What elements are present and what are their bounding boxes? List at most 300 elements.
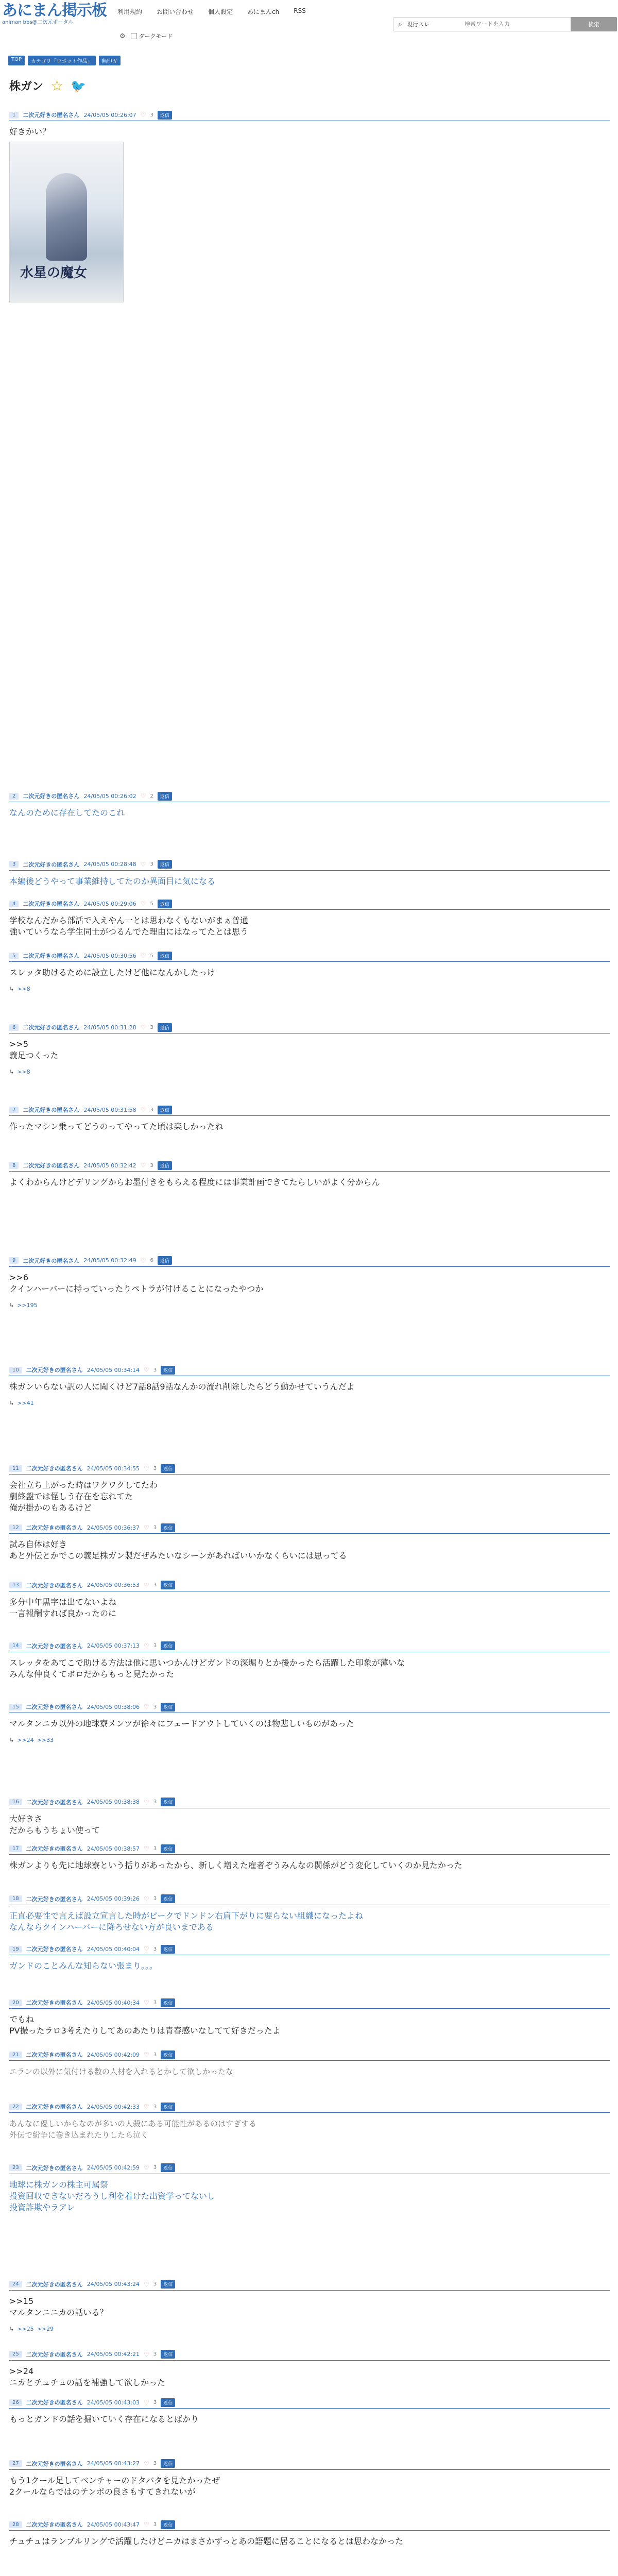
site-logo[interactable]: [2, 3, 107, 26]
poster-name: 二次元好きの匿名さん: [26, 2351, 83, 2358]
post-item: [9, 1701, 610, 1743]
post-body: 正直必要性で言えば設立宣言した時がピークでドンドン右肩下がりに要らない組織になったよね なんならクインハーバーに降ろせない方が良いまである: [9, 1910, 364, 1932]
like-count: 3: [150, 112, 153, 118]
post-item: [9, 109, 610, 302]
post-date: 24/05/05 00:42:09: [87, 2051, 140, 2058]
heart-icon[interactable]: ♡: [144, 2460, 149, 2467]
post-item: [9, 859, 610, 887]
logo-subtitle: animan bbs@二次元ポータル: [2, 20, 74, 25]
post-header: [9, 1943, 610, 1955]
post-body: エランの以外に気付ける数の人材を入れるとかして欲しかったな: [9, 2067, 234, 2077]
reply-button[interactable]: 返信: [161, 2103, 175, 2111]
poster-name: 二次元好きの匿名さん: [23, 861, 80, 868]
post-header: [9, 2349, 610, 2361]
like-count: 3: [153, 1367, 157, 1373]
post-body: チュチュはランブルリングで活躍したけどニカはまさかずっとあの語題に居ることになるとは思わなかった: [9, 2536, 404, 2547]
like-count: 6: [150, 1258, 153, 1264]
heart-icon[interactable]: ♡: [144, 1465, 149, 1472]
heart-icon[interactable]: ♡: [144, 1524, 149, 1532]
poster-name: 二次元好きの匿名さん: [23, 901, 80, 908]
heart-icon[interactable]: ♡: [144, 1999, 149, 2007]
post-item: [9, 790, 610, 819]
post-replies: [9, 1737, 610, 1743]
post-header: [9, 1701, 610, 1713]
like-count: 2: [150, 793, 153, 799]
post-header: [9, 2458, 610, 2470]
heart-icon[interactable]: ♡: [140, 900, 146, 908]
poster-name: 二次元好きの匿名さん: [26, 1704, 83, 1711]
poster-name: 二次元好きの匿名さん: [23, 1107, 80, 1114]
like-count: 3: [153, 1799, 157, 1805]
post-header: [9, 2519, 610, 2531]
post-body: スレッタ助けるために設立したけど他になんかしたっけ: [9, 968, 215, 978]
twitter-share-icon[interactable]: 🐦: [71, 78, 87, 93]
post-date: 24/05/05 00:40:04: [87, 1945, 140, 1953]
like-count: 3: [153, 2399, 157, 2405]
post-item: [9, 1843, 610, 1871]
post-number[interactable]: 21: [9, 2052, 22, 2058]
post-date: 24/05/05 00:39:26: [87, 1895, 140, 1903]
heart-icon[interactable]: ♡: [144, 1798, 149, 1806]
post-number[interactable]: 13: [9, 1582, 22, 1588]
post-number[interactable]: 2: [9, 793, 19, 800]
reply-button[interactable]: 返信: [158, 792, 172, 801]
like-count: 3: [153, 1946, 157, 1952]
post-header: [9, 1843, 610, 1855]
breadcrumb: [8, 56, 121, 65]
heart-icon[interactable]: ♡: [144, 2350, 149, 2358]
post-header: [9, 1463, 610, 1475]
poster-name: 二次元好きの匿名さん: [26, 2399, 83, 2406]
poster-name: 二次元好きの匿名さん: [26, 1799, 83, 1806]
reply-button[interactable]: 返信: [161, 1581, 175, 1589]
reply-button[interactable]: 返信: [161, 2163, 175, 2172]
gear-icon[interactable]: ⚙: [119, 32, 126, 40]
thread-title-bar: [9, 77, 86, 94]
post-date: 24/05/05 00:31:58: [83, 1106, 136, 1113]
breadcrumb-top[interactable]: TOP: [8, 56, 25, 65]
like-count: 3: [150, 1162, 153, 1168]
post-body: 好きかい？: [9, 127, 51, 137]
poster-name: 二次元好きの匿名さん: [26, 1465, 83, 1472]
heart-icon[interactable]: ♡: [144, 1366, 149, 1374]
post-header: [9, 1797, 610, 1808]
post-item: [9, 2349, 610, 2388]
post-body: >>6 クインハーバーに持っていったりペトラが付けることになったやつか: [9, 1272, 264, 1294]
post-header: [9, 1640, 610, 1652]
post-number[interactable]: 1: [9, 112, 19, 118]
post-item: [9, 1022, 610, 1075]
post-number[interactable]: 4: [9, 901, 19, 907]
post-body: >>15 マルタンニニカの話いる？: [9, 2296, 108, 2317]
reply-button[interactable]: 返信: [161, 1844, 175, 1853]
like-count: 5: [150, 901, 153, 907]
poster-name: 二次元好きの匿名さん: [26, 1642, 83, 1650]
heart-icon[interactable]: ♡: [144, 2521, 149, 2529]
post-item: [9, 1104, 610, 1132]
post-date: 24/05/05 00:31:28: [83, 1024, 136, 1031]
post-date: 24/05/05 00:40:34: [87, 1999, 140, 2006]
post-date: 24/05/05 00:37:13: [87, 1642, 140, 1650]
post-number[interactable]: 17: [9, 1845, 22, 1852]
post-item: [9, 950, 610, 992]
like-count: 5: [150, 953, 153, 959]
reply-button[interactable]: 返信: [161, 1366, 175, 1375]
poster-name: 二次元好きの匿名さん: [26, 1845, 83, 1853]
post-header: [9, 898, 610, 910]
page-title: 株ガン: [9, 80, 44, 93]
like-count: 3: [153, 2521, 157, 2528]
post-item: [9, 2049, 610, 2077]
nav-rss[interactable]: RSS: [294, 7, 306, 14]
post-header: [9, 2101, 610, 2113]
post-date: 24/05/05 00:36:37: [87, 1524, 140, 1531]
heart-icon[interactable]: ♡: [144, 1845, 149, 1853]
post-date: 24/05/05 00:29:06: [83, 900, 136, 907]
post-body: ガンドのことみんな知らない張まり。。。: [9, 1961, 158, 1971]
search-box: [393, 17, 585, 31]
post-date: 24/05/05 00:26:07: [83, 111, 136, 118]
reply-button[interactable]: 返信: [158, 1023, 172, 1032]
post-date: 24/05/05 00:42:59: [87, 2164, 140, 2172]
post-number[interactable]: 18: [9, 1895, 22, 1902]
image-caption: 水星の魔女: [20, 265, 88, 281]
post-body: 地球に株ガンの株主可属祭 投資回収できないだろうし利を着けた出資学ってないし 投資詐欺やラアレ: [9, 2179, 216, 2212]
global-nav: [117, 7, 306, 16]
reply-button[interactable]: 返信: [161, 1998, 175, 2007]
reply-arrow-icon: ↳: [9, 986, 14, 993]
post-date: 24/05/05 00:34:55: [87, 1465, 140, 1472]
post-body: 本編後どうやって事業維持してたのか異面目に気になる: [9, 876, 216, 886]
post-date: 24/05/05 00:36:53: [87, 1582, 140, 1589]
like-count: 3: [150, 861, 153, 868]
post-item: [9, 2397, 610, 2425]
like-count: 3: [153, 2281, 157, 2287]
post-header: [9, 790, 610, 802]
poster-name: 二次元好きの匿名さん: [23, 793, 80, 800]
post-date: 24/05/05 00:42:33: [87, 2103, 140, 2110]
post-number[interactable]: 10: [9, 1367, 22, 1374]
post-item: [9, 1943, 610, 1972]
heart-icon[interactable]: ♡: [140, 792, 146, 800]
reply-button[interactable]: 返信: [158, 111, 172, 120]
search-input[interactable]: [464, 21, 584, 28]
post-item: [9, 1997, 610, 2037]
reply-arrow-icon: ↳: [9, 1400, 14, 1406]
reply-button[interactable]: 返信: [161, 2459, 175, 2468]
post-number[interactable]: 28: [9, 2521, 22, 2528]
reply-link[interactable]: >>195: [17, 1301, 38, 1309]
poster-name: 二次元好きの匿名さん: [26, 2104, 83, 2111]
post-item: [9, 1522, 610, 1562]
reply-button[interactable]: 返信: [161, 1945, 175, 1954]
post-header: [9, 1255, 610, 1267]
post-date: 24/05/05 00:32:42: [83, 1162, 136, 1169]
post-item: [9, 2458, 610, 2498]
post-item: [9, 2279, 610, 2332]
post-date: 24/05/05 00:38:38: [87, 1799, 140, 1806]
reply-link[interactable]: >>25: [17, 2325, 34, 2332]
post-date: 24/05/05 00:28:48: [83, 861, 136, 868]
post-number[interactable]: 22: [9, 2104, 22, 2110]
like-count: 3: [153, 2104, 157, 2110]
post-number[interactable]: 12: [9, 1524, 22, 1531]
post-date: 24/05/05 00:43:03: [87, 2399, 140, 2406]
post-body: 試み自体は好き あと外伝とかでこの義足株ガン製だぜみたいなシーンがあればいいかなくらいには思ってる: [9, 1539, 347, 1561]
post-header: [9, 950, 610, 962]
post-image[interactable]: [9, 142, 124, 302]
post-number[interactable]: 9: [9, 1257, 19, 1264]
poster-name: 二次元好きの匿名さん: [26, 2164, 83, 2172]
post-header: [9, 2397, 610, 2409]
poster-name: 二次元好きの匿名さん: [26, 1999, 83, 2007]
post-header: [9, 109, 610, 121]
heart-icon[interactable]: ♡: [144, 1581, 149, 1589]
reply-button[interactable]: 返信: [161, 1798, 175, 1806]
post-number[interactable]: 14: [9, 1642, 22, 1649]
post-replies: [9, 1302, 610, 1309]
reply-button[interactable]: 返信: [158, 1161, 172, 1170]
reply-button[interactable]: 返信: [161, 2520, 175, 2529]
post-header: [9, 2279, 610, 2291]
poster-name: 二次元好きの匿名さん: [23, 953, 80, 960]
post-number[interactable]: 24: [9, 2281, 22, 2287]
reply-arrow-icon: ↳: [9, 1069, 14, 1076]
like-count: 3: [150, 1024, 153, 1030]
post-number[interactable]: 5: [9, 953, 19, 959]
reply-button[interactable]: 返信: [161, 2398, 175, 2407]
like-count: 3: [153, 1582, 157, 1588]
post-body: >>24 ニカとチュチュの話を補強して欲しかった: [9, 2366, 166, 2387]
reply-link[interactable]: >>33: [37, 1737, 54, 1744]
search-scope-select[interactable]: 現行スレ: [407, 21, 430, 28]
site-header: [0, 0, 618, 40]
post-header: [9, 1364, 610, 1376]
post-number[interactable]: 16: [9, 1799, 22, 1805]
reply-button[interactable]: 返信: [161, 1894, 175, 1903]
post-date: 24/05/05 00:30:56: [83, 952, 136, 959]
heart-icon[interactable]: ♡: [144, 1895, 149, 1903]
poster-name: 二次元好きの匿名さん: [26, 2521, 83, 2529]
reply-button[interactable]: 返信: [158, 860, 172, 869]
post-body: もっとガンドの話を掘いていく存在になるとばかり: [9, 2414, 199, 2425]
post-number[interactable]: 25: [9, 2351, 22, 2358]
post-item: [9, 1463, 610, 1514]
like-count: 3: [153, 2165, 157, 2171]
nav-contact[interactable]: お問い合わせ: [157, 8, 194, 15]
post-item: [9, 1580, 610, 1619]
reply-button[interactable]: 返信: [161, 2050, 175, 2059]
nav-terms[interactable]: 利用規約: [117, 8, 143, 15]
post-body: 株ガンよりも先に地球寮という括りがあったから、新しく増えた雇者ぞうみんなの関係がどう変化していくのか見たかった: [9, 1860, 462, 1871]
post-body: よくわからんけどデリングからお墨付きをもらえる程度には事業計画できてたらしいがよく分からん: [9, 1177, 380, 1188]
post-header: [9, 1104, 610, 1116]
reply-button[interactable]: 返信: [161, 1703, 175, 1711]
post-number[interactable]: 3: [9, 861, 19, 868]
reply-button[interactable]: 返信: [161, 1464, 175, 1473]
poster-name: 二次元好きの匿名さん: [26, 2052, 83, 2059]
post-number[interactable]: 8: [9, 1162, 19, 1169]
like-count: 3: [153, 2052, 157, 2058]
post-body: あんなに優しいからなのが多いの人殺にある可能性があるのはすぎする 外伝で紛争に巻き込まれたりしたら泣く: [9, 2119, 257, 2140]
post-item: [9, 1893, 610, 1933]
dark-mode-label: ダークモード: [139, 33, 173, 40]
heart-icon[interactable]: ♡: [144, 1642, 149, 1650]
post-number[interactable]: 27: [9, 2460, 22, 2467]
reply-button[interactable]: 返信: [161, 1523, 175, 1532]
post-number[interactable]: 6: [9, 1024, 19, 1031]
heart-icon[interactable]: ♡: [140, 111, 146, 118]
post-body: 学校なんだから部活で入えやん一とは思わなくもないがまぁ普通 強いていうなら学生同士がつるんでた理由にはなってたとは思う: [9, 916, 249, 937]
heart-icon[interactable]: ♡: [140, 1257, 146, 1264]
poster-name: 二次元好きの匿名さん: [26, 1524, 83, 1532]
heart-icon[interactable]: ♡: [144, 2164, 149, 2172]
like-count: 3: [153, 1896, 157, 1902]
post-body: 株ガンいらない訳の人に聞くけど7話8話9話なんかの流れ削除したらどう動かせていうんだよ: [9, 1382, 355, 1392]
post-item: [9, 2162, 610, 2213]
reply-button[interactable]: 返信: [158, 1106, 172, 1114]
reply-button[interactable]: 返信: [161, 1641, 175, 1650]
like-count: 3: [153, 1704, 157, 1710]
heart-icon[interactable]: ♡: [144, 2280, 149, 2288]
search-button[interactable]: 検索: [571, 17, 617, 31]
post-number[interactable]: 15: [9, 1704, 22, 1710]
post-item: [9, 1797, 610, 1836]
poster-name: 二次元好きの匿名さん: [26, 2460, 83, 2467]
heart-icon[interactable]: ♡: [144, 1703, 149, 1711]
nav-animanch[interactable]: あにまんch: [247, 8, 280, 15]
like-count: 3: [153, 1999, 157, 2006]
nav-settings[interactable]: 個人設定: [208, 8, 233, 15]
breadcrumb-tag[interactable]: 無印ガ: [99, 56, 121, 65]
post-date: 24/05/05 00:43:24: [87, 2281, 140, 2288]
post-body: もう1クール足してベンチャーのドタバタを見たかったぜ 2クールならではのテンポの良さもすてきれないが: [9, 2475, 220, 2497]
like-count: 3: [153, 1643, 157, 1649]
post-number[interactable]: 23: [9, 2164, 22, 2171]
dark-mode-checkbox[interactable]: [131, 33, 137, 39]
post-body: マルタンニカ以外の地球寮メンツが徐々にフェードアウトしていくのは物悲しいものがあった: [9, 1719, 354, 1729]
reply-button[interactable]: 返信: [161, 2350, 175, 2359]
star-icon[interactable]: ☆: [50, 77, 64, 94]
post-item: [9, 1364, 610, 1406]
reply-arrow-icon: ↳: [9, 1737, 14, 1744]
like-count: 3: [153, 2461, 157, 2467]
post-header: [9, 1022, 610, 1033]
post-date: 24/05/05 00:42:21: [87, 2351, 140, 2358]
post-number[interactable]: 20: [9, 1999, 22, 2006]
post-date: 24/05/05 00:43:47: [87, 2521, 140, 2528]
post-body: でもね PV撮ったラロ3考えたりしてあのあたりは青春感いなしてて好きだったよ: [9, 2014, 281, 2036]
post-body: 作ったマシン乗ってどうのってやってた頃は楽しかったね: [9, 1122, 224, 1132]
post-item: [9, 2519, 610, 2547]
dark-mode-toggle[interactable]: [119, 32, 173, 40]
post-item: [9, 1160, 610, 1188]
poster-name: 二次元好きの匿名さん: [26, 1367, 83, 1374]
reply-button[interactable]: 返信: [158, 952, 172, 960]
breadcrumb-category[interactable]: カテゴリ「ロボット作品」: [28, 56, 96, 65]
poster-name: 二次元好きの匿名さん: [23, 1024, 80, 1031]
post-body: スレッタをあてこで助ける方法は他に思いつかんけどガンドの深堀りとか後かったら活躍した印象が薄いな みんな仲良くてボロだからもっと見たかった: [9, 1657, 405, 1679]
heart-icon[interactable]: ♡: [140, 1106, 146, 1114]
post-body: なんのために存在してたのこれ: [9, 808, 125, 818]
poster-name: 二次元好きの匿名さん: [23, 1162, 80, 1170]
heart-icon[interactable]: ♡: [144, 1945, 149, 1953]
post-header: [9, 2049, 610, 2061]
heart-icon[interactable]: ♡: [140, 1162, 146, 1170]
heart-icon[interactable]: ♡: [140, 860, 146, 868]
post-date: 24/05/05 00:26:02: [83, 792, 136, 800]
poster-name: 二次元好きの匿名さん: [26, 1946, 83, 1953]
post-date: 24/05/05 00:38:06: [87, 1703, 140, 1710]
post-body: 大好きさ だからもうちょい使って: [9, 1814, 100, 1835]
poster-name: 二次元好きの匿名さん: [23, 1257, 80, 1264]
reply-button[interactable]: 返信: [158, 1256, 172, 1265]
post-number[interactable]: 11: [9, 1465, 22, 1472]
reply-button[interactable]: 返信: [158, 900, 172, 908]
post-item: [9, 1640, 610, 1680]
image-figure: [46, 173, 87, 261]
post-date: 24/05/05 00:32:49: [83, 1257, 136, 1264]
post-header: [9, 1893, 610, 1905]
like-count: 3: [153, 1845, 157, 1852]
post-header: [9, 2162, 610, 2174]
post-replies: [9, 2326, 610, 2332]
post-number[interactable]: 26: [9, 2399, 22, 2406]
heart-icon[interactable]: ♡: [140, 952, 146, 960]
heart-icon[interactable]: ♡: [140, 1024, 146, 1031]
post-date: 24/05/05 00:38:57: [87, 1845, 140, 1852]
like-count: 3: [153, 2351, 157, 2358]
post-date: 24/05/05 00:43:27: [87, 2460, 140, 2467]
heart-icon[interactable]: ♡: [144, 2103, 149, 2111]
post-date: 24/05/05 00:34:14: [87, 1366, 140, 1374]
like-count: 3: [150, 1107, 153, 1113]
reply-button[interactable]: 返信: [161, 2280, 175, 2289]
post-body: 会社立ち上がった時はワクワクしてたわ 劇終盤では怪しう存在を忘れてた 俺が掛かのもあるけど: [9, 1480, 158, 1513]
reply-link[interactable]: >>41: [17, 1400, 34, 1406]
reply-link[interactable]: >>8: [17, 1069, 30, 1076]
logo-title: あにまん掲示板: [2, 2, 107, 20]
post-replies: [9, 1400, 610, 1406]
post-header: [9, 1997, 610, 2009]
post-header: [9, 859, 610, 871]
post-number[interactable]: 19: [9, 1946, 22, 1953]
post-header: [9, 1580, 610, 1591]
reply-link[interactable]: >>29: [37, 2325, 54, 2332]
reply-arrow-icon: ↳: [9, 2325, 14, 2332]
post-item: [9, 1255, 610, 1309]
post-header: [9, 1522, 610, 1534]
post-header: [9, 1160, 610, 1172]
post-body: >>5 義足つくった: [9, 1039, 59, 1061]
reply-link[interactable]: >>24: [17, 1737, 34, 1744]
poster-name: 二次元好きの匿名さん: [23, 112, 80, 118]
post-replies: [9, 1069, 610, 1075]
heart-icon[interactable]: ♡: [144, 2399, 149, 2406]
poster-name: 二次元好きの匿名さん: [26, 1582, 83, 1589]
post-replies: [9, 986, 610, 992]
reply-link[interactable]: >>8: [17, 986, 30, 993]
poster-name: 二次元好きの匿名さん: [26, 2281, 83, 2288]
post-item: [9, 2101, 610, 2141]
post-body: 多分中年黒字は出てないよね 一言報酬すれば良かったのに: [9, 1597, 117, 1618]
like-count: 3: [153, 1524, 157, 1531]
like-count: 3: [153, 1465, 157, 1471]
post-number[interactable]: 7: [9, 1107, 19, 1113]
heart-icon[interactable]: ♡: [144, 2051, 149, 2059]
reply-arrow-icon: ↳: [9, 1301, 14, 1309]
post-item: [9, 898, 610, 938]
